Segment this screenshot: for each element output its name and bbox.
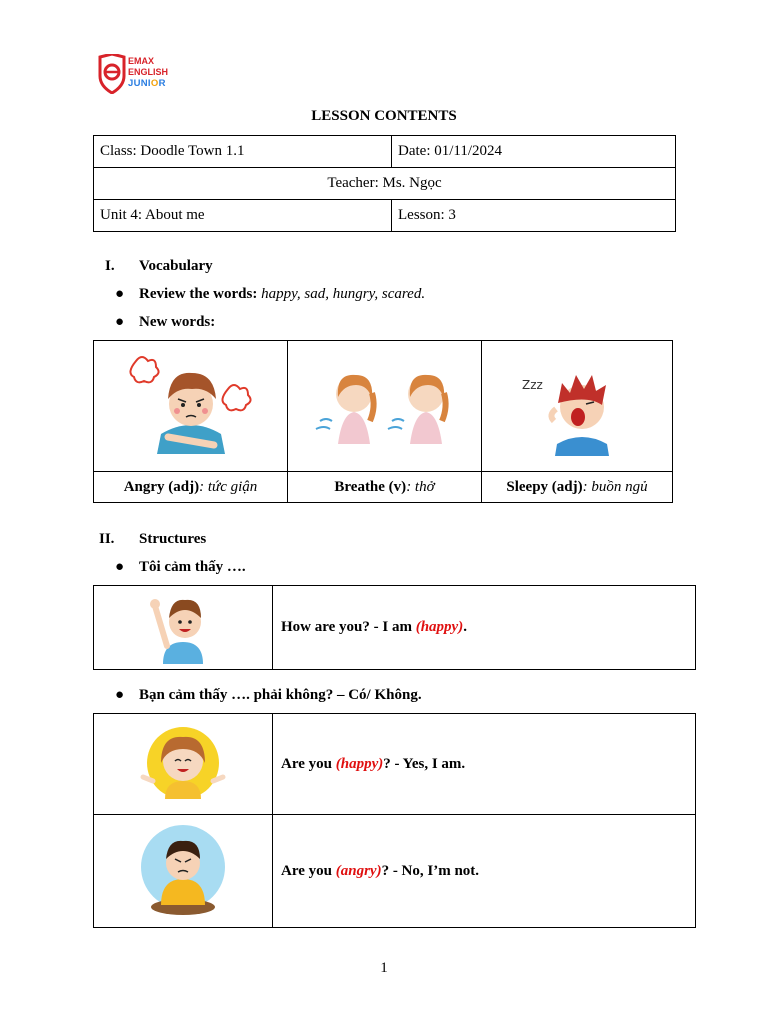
structure-sentence-2: Are you (happy)? - Yes, I am. bbox=[273, 714, 696, 815]
vocab-label-breathe: Breathe (v): thở bbox=[288, 472, 482, 503]
structure-image-cell bbox=[94, 586, 273, 670]
unit-cell: Unit 4: About me bbox=[94, 200, 392, 232]
class-cell: Class: Doodle Town 1.1 bbox=[94, 136, 392, 168]
vocabulary-table bbox=[93, 340, 673, 503]
vocab-label-angry: Angry (adj): tức giận bbox=[94, 472, 288, 503]
breathing-girl-icon bbox=[310, 349, 460, 459]
shield-logo-icon bbox=[98, 54, 126, 94]
angry-boy-icon bbox=[116, 349, 266, 459]
angry-boy-sitting-icon bbox=[133, 819, 233, 919]
lesson-cell: Lesson: 3 bbox=[392, 200, 676, 232]
structure-table-1 bbox=[93, 585, 696, 670]
vocab-image-cell bbox=[482, 341, 673, 472]
structure-image-cell bbox=[94, 815, 273, 928]
sleepy-boy-icon bbox=[502, 349, 652, 459]
svg-text:Zzz: Zzz bbox=[522, 377, 543, 392]
page-title: LESSON CONTENTS bbox=[311, 108, 457, 124]
structure-sentence-3: Are you (angry)? - No, I’m not. bbox=[273, 815, 696, 928]
vocab-image-cell bbox=[288, 341, 482, 472]
emax-logo bbox=[98, 54, 188, 94]
vocab-label-sleepy: Sleepy (adj): buồn ngủ bbox=[482, 472, 673, 503]
happy-girl-icon bbox=[135, 717, 231, 807]
page-number: 1 bbox=[380, 960, 388, 976]
structure-sentence-1: How are you? - I am (happy). bbox=[273, 586, 696, 670]
logo-line1: EMAX bbox=[128, 56, 155, 66]
date-cell: Date: 01/11/2024 bbox=[392, 136, 676, 168]
vocab-image-cell bbox=[94, 341, 288, 472]
structure-image-cell bbox=[94, 714, 273, 815]
happy-boy-waving-icon bbox=[143, 586, 223, 664]
teacher-cell: Teacher: Ms. Ngọc bbox=[94, 168, 676, 200]
logo-line3: JUNIOR bbox=[128, 78, 166, 89]
logo-line2: ENGLISH bbox=[128, 67, 169, 77]
lesson-info-table bbox=[93, 135, 676, 232]
structure-table-2 bbox=[93, 713, 696, 928]
